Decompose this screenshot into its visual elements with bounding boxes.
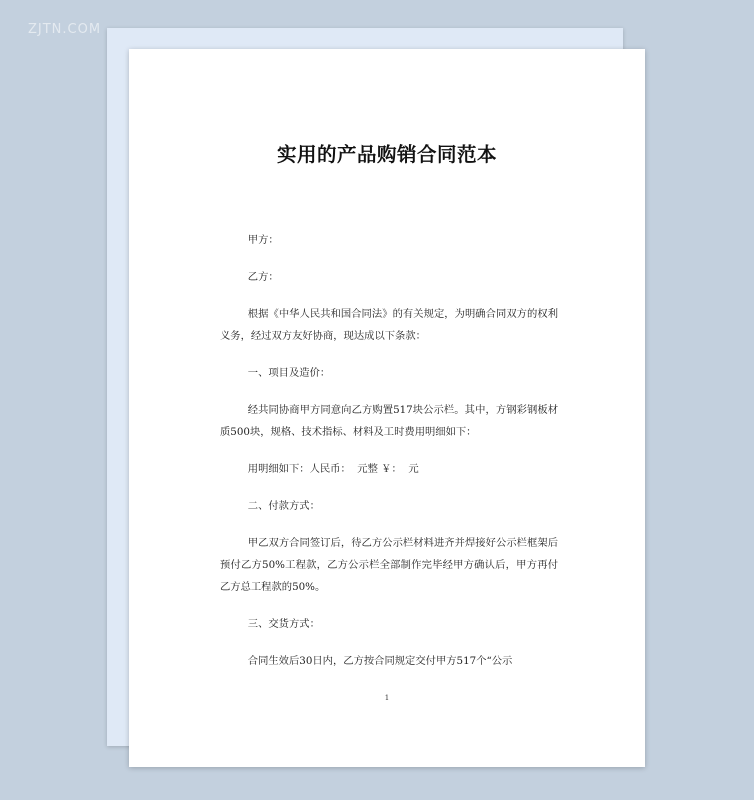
party-a-line: 甲方： bbox=[247, 234, 279, 246]
document-title: 实用的产品购销合同范本 bbox=[276, 143, 497, 166]
page-number: 1 bbox=[384, 694, 390, 702]
watermark: ZJTN.COM bbox=[28, 22, 102, 37]
preamble-paragraph: 根据《中华人民共和国合同法》的有关规定，为明确合同双方的权利义务，经过双方友好协商，现达成以下条款： bbox=[220, 308, 558, 342]
document-page bbox=[129, 49, 645, 767]
delivery-paragraph: 合同生效后30日内，乙方按合同规定交付甲方517个“公示 bbox=[247, 655, 513, 667]
section-heading-payment: 二、付款方式： bbox=[247, 500, 320, 512]
section-heading-delivery: 三、交货方式： bbox=[247, 618, 320, 630]
payment-paragraph: 甲乙双方合同签订后，待乙方公示栏材料进齐并焊接好公示栏框架后预付乙方50%工程款，乙方公示栏全部制作完毕经甲方确认后，甲方再付乙方总工程款的50%。 bbox=[220, 537, 558, 593]
party-b-line: 乙方： bbox=[247, 271, 279, 283]
cost-line: 用明细如下：人民币： 元整 ￥： 元 bbox=[247, 463, 419, 475]
project-paragraph: 经共同协商甲方同意向乙方购置517块公示栏。其中，方钢彩钢板材质500块，规格、技术指标、材料及工时费用明细如下： bbox=[220, 404, 558, 438]
document-body bbox=[220, 229, 558, 687]
section-heading-project: 一、项目及造价： bbox=[247, 367, 331, 379]
